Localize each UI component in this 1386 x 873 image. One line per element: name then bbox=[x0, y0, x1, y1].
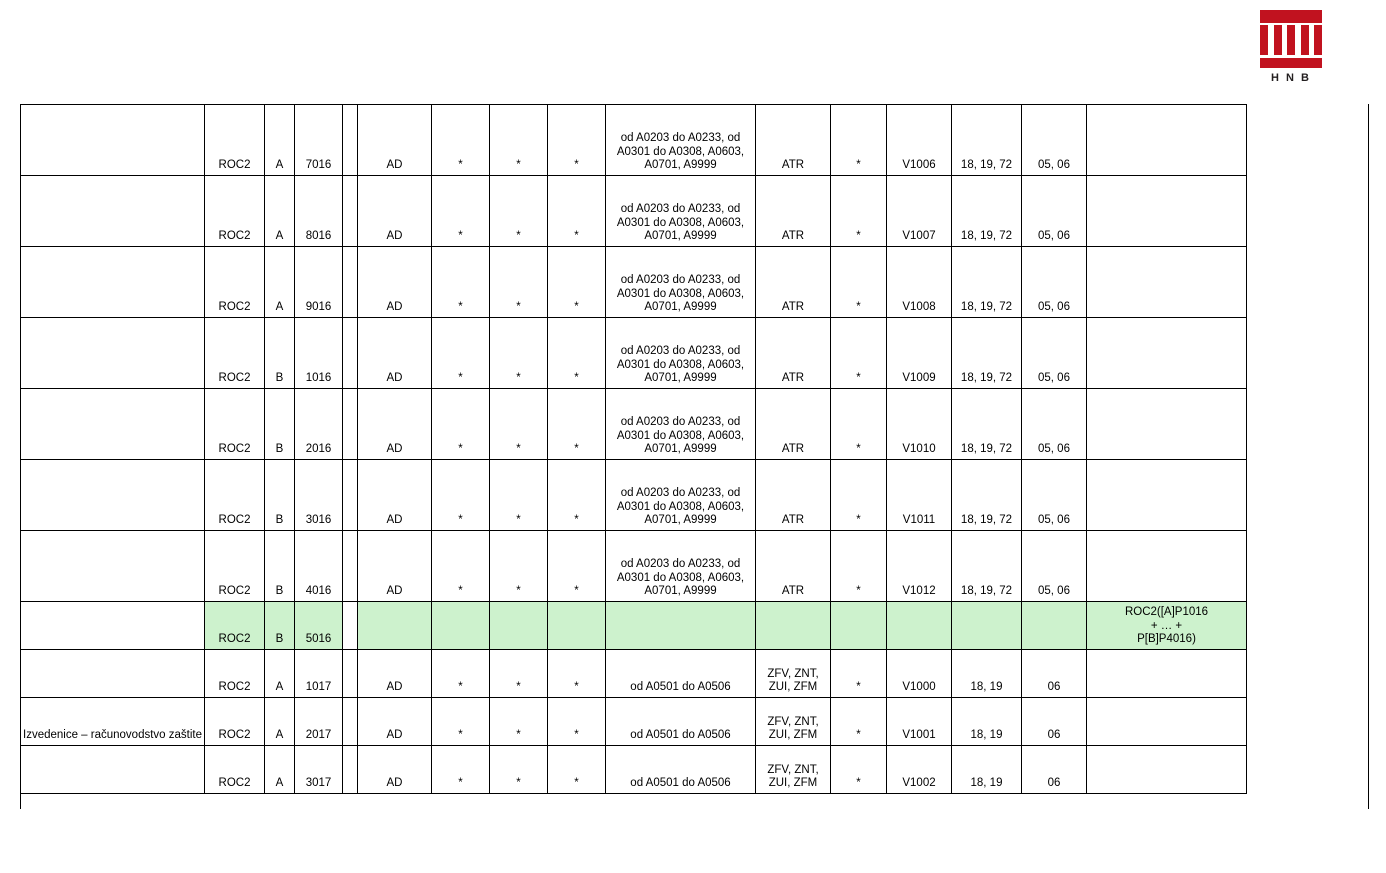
cell-v-code: V1011 bbox=[887, 460, 952, 531]
hnb-logo-mark bbox=[1260, 10, 1322, 68]
logo-base-shape bbox=[1260, 58, 1322, 68]
cell-attr-2: * bbox=[490, 247, 548, 318]
cell-instrument-code: AD bbox=[358, 318, 432, 389]
table-row bbox=[21, 746, 1247, 794]
cell-group-letter: A bbox=[265, 698, 295, 746]
cell-position-number: 8016 bbox=[295, 176, 343, 247]
cell-type-codes: ATR bbox=[756, 531, 831, 602]
table-row bbox=[21, 650, 1247, 698]
cell-report-code: ROC2 bbox=[205, 176, 265, 247]
tail-spacer bbox=[1087, 650, 1247, 698]
cell-attr-4: * bbox=[831, 247, 887, 318]
tail-spacer bbox=[1087, 389, 1247, 460]
cell-code-range: od A0203 do A0233, od A0301 do A0308, A0603, A0701, A9999 bbox=[606, 531, 756, 602]
cell-attr-3: * bbox=[548, 105, 606, 176]
cell-report-code: ROC2 bbox=[205, 746, 265, 794]
column-spacer bbox=[343, 247, 358, 318]
cell-attr-4: * bbox=[831, 176, 887, 247]
cell-attr-2: * bbox=[490, 105, 548, 176]
cell-v-code: V1010 bbox=[887, 389, 952, 460]
cell-v-code: V1002 bbox=[887, 746, 952, 794]
cell-report-code: ROC2 bbox=[205, 698, 265, 746]
cell-group-letter: A bbox=[265, 650, 295, 698]
tail-spacer bbox=[1087, 105, 1247, 176]
cell-position-number: 2017 bbox=[295, 698, 343, 746]
cell-attr-1: * bbox=[432, 176, 490, 247]
cell-last-codes: 05, 06 bbox=[1022, 460, 1087, 531]
cell-attr-1: * bbox=[432, 318, 490, 389]
row-description-label bbox=[21, 746, 205, 794]
cell-numbers: 18, 19 bbox=[952, 698, 1022, 746]
cell-v-code: V1007 bbox=[887, 176, 952, 247]
column-spacer bbox=[343, 389, 358, 460]
cell-last-codes bbox=[1022, 602, 1087, 650]
cell-last-codes: 06 bbox=[1022, 746, 1087, 794]
cell-group-letter: B bbox=[265, 531, 295, 602]
tail-spacer bbox=[1087, 176, 1247, 247]
cell-attr-1: * bbox=[432, 389, 490, 460]
cell-attr-1: * bbox=[432, 650, 490, 698]
row-description-label bbox=[21, 460, 205, 531]
cell-report-code: ROC2 bbox=[205, 318, 265, 389]
cell-attr-4: * bbox=[831, 105, 887, 176]
table-row bbox=[21, 176, 1247, 247]
column-spacer bbox=[343, 105, 358, 176]
column-spacer bbox=[343, 318, 358, 389]
cell-instrument-code: AD bbox=[358, 176, 432, 247]
cell-group-letter: A bbox=[265, 746, 295, 794]
cell-attr-2: * bbox=[490, 389, 548, 460]
cell-report-code: ROC2 bbox=[205, 105, 265, 176]
table-row bbox=[21, 602, 1247, 650]
cell-last-codes: 05, 06 bbox=[1022, 176, 1087, 247]
cell-attr-4: * bbox=[831, 531, 887, 602]
tail-spacer bbox=[1087, 318, 1247, 389]
cell-v-code: V1012 bbox=[887, 531, 952, 602]
cell-last-codes: 05, 06 bbox=[1022, 105, 1087, 176]
cell-position-number: 1016 bbox=[295, 318, 343, 389]
cell-type-codes: ATR bbox=[756, 389, 831, 460]
cell-v-code: V1000 bbox=[887, 650, 952, 698]
row-description-label bbox=[21, 650, 205, 698]
cell-report-code: ROC2 bbox=[205, 389, 265, 460]
cell-attr-4: * bbox=[831, 698, 887, 746]
cell-v-code bbox=[887, 602, 952, 650]
cell-type-codes: ATR bbox=[756, 247, 831, 318]
cell-type-codes: ATR bbox=[756, 460, 831, 531]
cell-attr-1: * bbox=[432, 698, 490, 746]
cell-last-codes: 05, 06 bbox=[1022, 531, 1087, 602]
cell-type-codes: ATR bbox=[756, 176, 831, 247]
cell-code-range: od A0203 do A0233, od A0301 do A0308, A0603, A0701, A9999 bbox=[606, 460, 756, 531]
cell-instrument-code: AD bbox=[358, 650, 432, 698]
cell-attr-4 bbox=[831, 602, 887, 650]
cell-group-letter: B bbox=[265, 460, 295, 531]
tail-spacer bbox=[1087, 247, 1247, 318]
cell-code-range: od A0203 do A0233, od A0301 do A0308, A0603, A0701, A9999 bbox=[606, 389, 756, 460]
logo-roof-shape bbox=[1260, 10, 1322, 23]
cell-attr-4: * bbox=[831, 318, 887, 389]
cell-last-codes: 05, 06 bbox=[1022, 389, 1087, 460]
cell-attr-3: * bbox=[548, 531, 606, 602]
hnb-logo-caption: H N B bbox=[1271, 72, 1311, 84]
cell-numbers: 18, 19, 72 bbox=[952, 105, 1022, 176]
cell-last-codes: 06 bbox=[1022, 698, 1087, 746]
tail-spacer bbox=[1087, 746, 1247, 794]
column-spacer bbox=[343, 176, 358, 247]
cell-position-number: 2016 bbox=[295, 389, 343, 460]
cell-type-codes bbox=[756, 602, 831, 650]
column-spacer bbox=[343, 650, 358, 698]
cell-numbers: 18, 19, 72 bbox=[952, 389, 1022, 460]
cell-attr-3: * bbox=[548, 176, 606, 247]
tail-spacer bbox=[1087, 698, 1247, 746]
sum-formula-note: ROC2([A]P1016 + … + P[B]P4016) bbox=[1087, 602, 1247, 650]
cell-attr-2 bbox=[490, 602, 548, 650]
cell-report-code: ROC2 bbox=[205, 247, 265, 318]
cell-instrument-code: AD bbox=[358, 746, 432, 794]
cell-code-range: od A0203 do A0233, od A0301 do A0308, A0603, A0701, A9999 bbox=[606, 176, 756, 247]
table-row bbox=[21, 105, 1247, 176]
cell-attr-3: * bbox=[548, 318, 606, 389]
row-description-label bbox=[21, 176, 205, 247]
cell-instrument-code: AD bbox=[358, 698, 432, 746]
cell-instrument-code bbox=[358, 602, 432, 650]
cell-last-codes: 06 bbox=[1022, 650, 1087, 698]
table-row bbox=[21, 318, 1247, 389]
cell-last-codes: 05, 06 bbox=[1022, 247, 1087, 318]
cell-attr-1: * bbox=[432, 460, 490, 531]
cell-v-code: V1001 bbox=[887, 698, 952, 746]
cell-attr-3: * bbox=[548, 698, 606, 746]
cell-code-range bbox=[606, 602, 756, 650]
cell-attr-2: * bbox=[490, 698, 548, 746]
cell-position-number: 3017 bbox=[295, 746, 343, 794]
cell-attr-3: * bbox=[548, 460, 606, 531]
cell-type-codes: ZFV, ZNT, ZUI, ZFM bbox=[756, 698, 831, 746]
cell-group-letter: B bbox=[265, 389, 295, 460]
cell-code-range: od A0501 do A0506 bbox=[606, 746, 756, 794]
cell-instrument-code: AD bbox=[358, 247, 432, 318]
cell-code-range: od A0501 do A0506 bbox=[606, 698, 756, 746]
cell-attr-3: * bbox=[548, 247, 606, 318]
logo-columns-shape bbox=[1260, 25, 1322, 55]
tail-spacer bbox=[1087, 460, 1247, 531]
cell-attr-3: * bbox=[548, 746, 606, 794]
column-spacer bbox=[343, 746, 358, 794]
cell-numbers bbox=[952, 602, 1022, 650]
cell-attr-1: * bbox=[432, 531, 490, 602]
cell-instrument-code: AD bbox=[358, 531, 432, 602]
row-description-label bbox=[21, 247, 205, 318]
column-spacer bbox=[343, 602, 358, 650]
cell-attr-1: * bbox=[432, 247, 490, 318]
table-row bbox=[21, 389, 1247, 460]
cell-position-number: 4016 bbox=[295, 531, 343, 602]
cell-attr-2: * bbox=[490, 531, 548, 602]
cell-instrument-code: AD bbox=[358, 389, 432, 460]
cell-position-number: 7016 bbox=[295, 105, 343, 176]
cell-attr-4: * bbox=[831, 650, 887, 698]
cell-position-number: 1017 bbox=[295, 650, 343, 698]
column-spacer bbox=[343, 460, 358, 531]
cell-attr-1: * bbox=[432, 105, 490, 176]
cell-instrument-code: AD bbox=[358, 105, 432, 176]
cell-report-code: ROC2 bbox=[205, 602, 265, 650]
table-row bbox=[21, 531, 1247, 602]
cell-numbers: 18, 19, 72 bbox=[952, 460, 1022, 531]
cell-code-range: od A0203 do A0233, od A0301 do A0308, A0603, A0701, A9999 bbox=[606, 318, 756, 389]
cell-type-codes: ATR bbox=[756, 318, 831, 389]
cell-type-codes: ZFV, ZNT, ZUI, ZFM bbox=[756, 650, 831, 698]
cell-attr-3 bbox=[548, 602, 606, 650]
row-description-label: Izvedenice – računovodstvo zaštite bbox=[21, 698, 205, 746]
row-description-label bbox=[21, 602, 205, 650]
cell-code-range: od A0203 do A0233, od A0301 do A0308, A0603, A0701, A9999 bbox=[606, 105, 756, 176]
column-spacer bbox=[343, 531, 358, 602]
cell-attr-3: * bbox=[548, 389, 606, 460]
cell-numbers: 18, 19, 72 bbox=[952, 247, 1022, 318]
cell-group-letter: B bbox=[265, 318, 295, 389]
cell-attr-3: * bbox=[548, 650, 606, 698]
tail-spacer bbox=[1087, 531, 1247, 602]
cell-group-letter: A bbox=[265, 105, 295, 176]
cell-report-code: ROC2 bbox=[205, 650, 265, 698]
cell-attr-2: * bbox=[490, 746, 548, 794]
cell-position-number: 5016 bbox=[295, 602, 343, 650]
cell-attr-1 bbox=[432, 602, 490, 650]
cell-attr-2: * bbox=[490, 176, 548, 247]
cell-v-code: V1009 bbox=[887, 318, 952, 389]
cell-attr-2: * bbox=[490, 318, 548, 389]
cell-attr-4: * bbox=[831, 460, 887, 531]
cell-group-letter: B bbox=[265, 602, 295, 650]
cell-code-range: od A0203 do A0233, od A0301 do A0308, A0603, A0701, A9999 bbox=[606, 247, 756, 318]
cell-position-number: 3016 bbox=[295, 460, 343, 531]
row-description-label bbox=[21, 318, 205, 389]
cell-attr-4: * bbox=[831, 389, 887, 460]
cell-instrument-code: AD bbox=[358, 460, 432, 531]
cell-position-number: 9016 bbox=[295, 247, 343, 318]
row-description-label bbox=[21, 531, 205, 602]
table-row bbox=[21, 460, 1247, 531]
cell-report-code: ROC2 bbox=[205, 460, 265, 531]
cell-attr-1: * bbox=[432, 746, 490, 794]
cell-numbers: 18, 19, 72 bbox=[952, 531, 1022, 602]
cell-type-codes: ZFV, ZNT, ZUI, ZFM bbox=[756, 746, 831, 794]
requirements-table-container bbox=[20, 104, 1370, 794]
cell-numbers: 18, 19 bbox=[952, 650, 1022, 698]
column-spacer bbox=[343, 698, 358, 746]
cell-attr-2: * bbox=[490, 650, 548, 698]
cell-v-code: V1008 bbox=[887, 247, 952, 318]
row-description-label bbox=[21, 389, 205, 460]
hnb-logo bbox=[1251, 10, 1331, 84]
table-row bbox=[21, 247, 1247, 318]
cell-numbers: 18, 19, 72 bbox=[952, 176, 1022, 247]
table-row bbox=[21, 698, 1247, 746]
cell-numbers: 18, 19 bbox=[952, 746, 1022, 794]
cell-attr-4: * bbox=[831, 746, 887, 794]
cell-code-range: od A0501 do A0506 bbox=[606, 650, 756, 698]
cell-attr-2: * bbox=[490, 460, 548, 531]
cell-report-code: ROC2 bbox=[205, 531, 265, 602]
row-description-label bbox=[21, 105, 205, 176]
cell-last-codes: 05, 06 bbox=[1022, 318, 1087, 389]
cell-v-code: V1006 bbox=[887, 105, 952, 176]
cell-group-letter: A bbox=[265, 176, 295, 247]
requirements-table bbox=[20, 104, 1247, 794]
cell-group-letter: A bbox=[265, 247, 295, 318]
cell-type-codes: ATR bbox=[756, 105, 831, 176]
cell-numbers: 18, 19, 72 bbox=[952, 318, 1022, 389]
